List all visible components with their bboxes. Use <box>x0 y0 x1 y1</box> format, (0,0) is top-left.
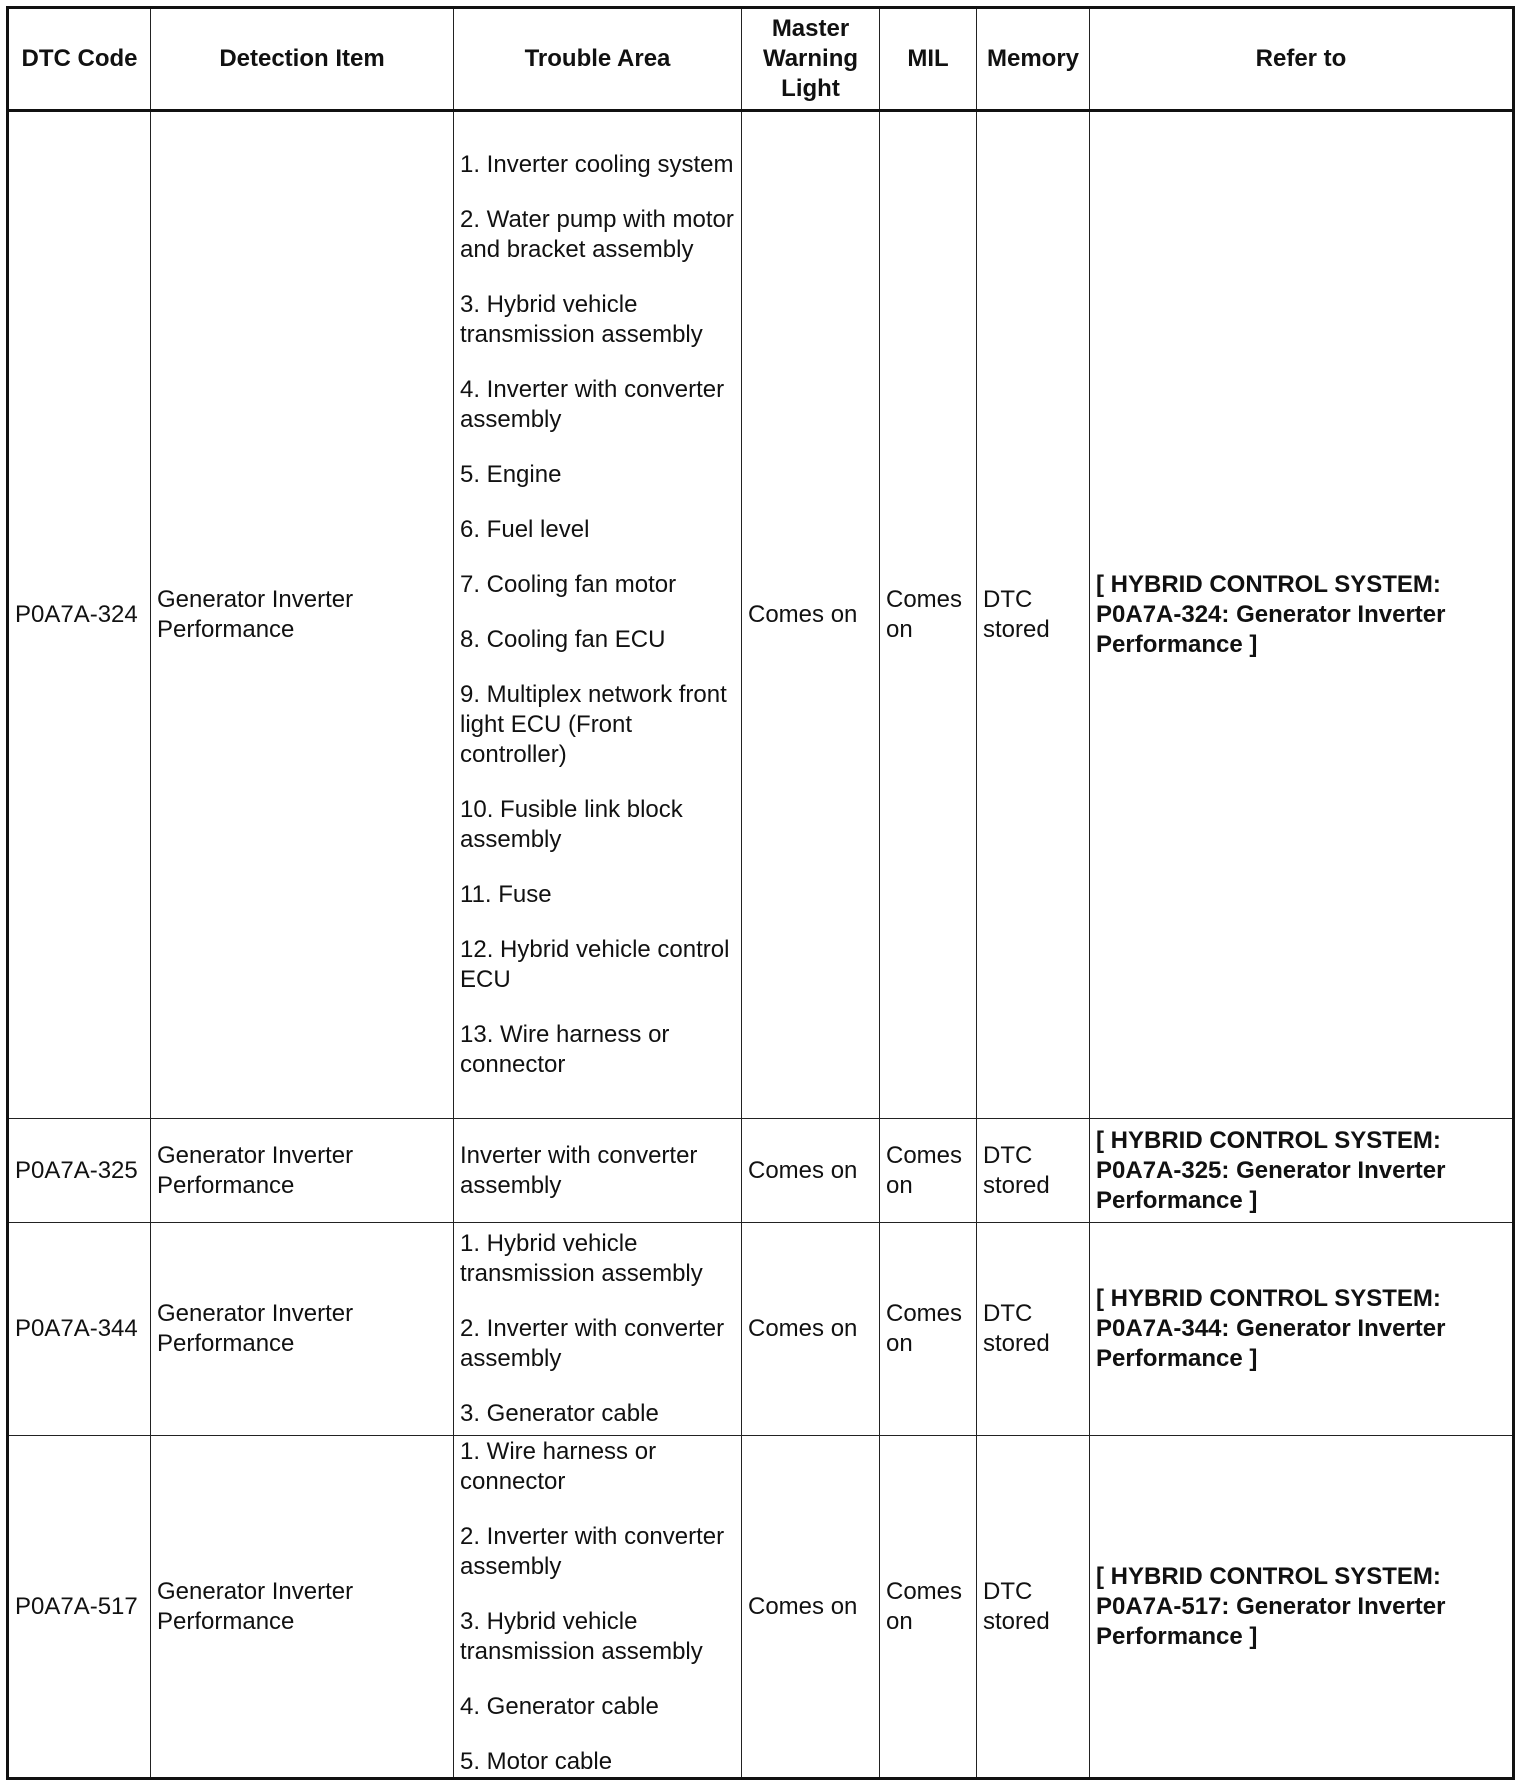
header-detection-item: Detection Item <box>151 8 454 111</box>
trouble-area-item: 8. Cooling fan ECU <box>460 626 666 653</box>
table-row <box>8 111 1514 1119</box>
dtc-code-cell: P0A7A-324 <box>8 111 151 1119</box>
memory-cell: DTC stored <box>977 111 1090 1119</box>
master-warning-light-cell: Comes on <box>742 1436 880 1779</box>
mil-cell: Comes on <box>880 111 977 1119</box>
detection-item-cell: Generator Inverter Performance <box>151 1436 454 1779</box>
mil-cell: Comes on <box>880 1436 977 1779</box>
detection-item-cell: Generator Inverter Performance <box>151 1119 454 1223</box>
detection-item-cell: Generator Inverter Performance <box>151 111 454 1119</box>
trouble-area-item: 3. Hybrid vehicle transmission assembly <box>460 1607 703 1665</box>
trouble-area-item: 3. Generator cable <box>460 1400 659 1427</box>
trouble-area-item: 11. Fuse <box>460 881 552 908</box>
header-master-warning-light: Master Warning Light <box>742 8 880 111</box>
trouble-area-item: 10. Fusible link block assembly <box>460 796 683 853</box>
dtc-code-cell: P0A7A-517 <box>8 1436 151 1779</box>
trouble-area-item: 1. Hybrid vehicle transmission assembly <box>460 1230 703 1287</box>
trouble-area-list <box>460 1141 735 1201</box>
trouble-area-item: 9. Multiplex network front light ECU (Front controller) <box>460 681 727 768</box>
header-dtc-code: DTC Code <box>8 8 151 111</box>
mil-cell: Comes on <box>880 1223 977 1436</box>
memory-cell: DTC stored <box>977 1436 1090 1779</box>
trouble-area-item: 2. Inverter with converter assembly <box>460 1315 725 1372</box>
memory-cell: DTC stored <box>977 1223 1090 1436</box>
refer-to-link[interactable]: [ HYBRID CONTROL SYSTEM: P0A7A-325: Generator Inverter Performance ] <box>1090 1119 1514 1223</box>
table-body <box>8 111 1514 1779</box>
detection-item-cell: Generator Inverter Performance <box>151 1223 454 1436</box>
trouble-area-item: 2. Water pump with motor and bracket assembly <box>460 206 734 263</box>
trouble-area-item: 3. Hybrid vehicle transmission assembly <box>460 291 703 348</box>
trouble-area-cell <box>454 1119 742 1223</box>
table-row <box>8 1223 1514 1436</box>
memory-cell: DTC stored <box>977 1119 1090 1223</box>
header-refer-to: Refer to <box>1090 8 1514 111</box>
trouble-area-item: Inverter with converter assembly <box>460 1141 698 1199</box>
trouble-area-item: 7. Cooling fan motor <box>460 571 677 598</box>
trouble-area-item: 4. Inverter with converter assembly <box>460 376 725 433</box>
header-memory: Memory <box>977 8 1090 111</box>
mil-cell: Comes on <box>880 1119 977 1223</box>
trouble-area-item: 6. Fuel level <box>460 516 590 543</box>
trouble-area-item: 4. Generator cable <box>460 1692 659 1720</box>
table-header <box>8 8 1514 111</box>
trouble-area-item: 2. Inverter with converter assembly <box>460 1522 725 1580</box>
trouble-area-item: 1. Wire harness or connector <box>460 1437 657 1495</box>
trouble-area-list <box>460 1229 735 1429</box>
trouble-area-cell <box>454 1223 742 1436</box>
trouble-area-item: 5. Motor cable <box>460 1747 613 1775</box>
trouble-area-cell <box>454 111 742 1119</box>
master-warning-light-cell: Comes on <box>742 111 880 1119</box>
refer-to-link[interactable]: [ HYBRID CONTROL SYSTEM: P0A7A-344: Generator Inverter Performance ] <box>1090 1223 1514 1436</box>
master-warning-light-cell: Comes on <box>742 1119 880 1223</box>
table-row <box>8 1119 1514 1223</box>
header-mil: MIL <box>880 8 977 111</box>
trouble-area-list <box>460 150 735 1080</box>
header-trouble-area: Trouble Area <box>454 8 742 111</box>
trouble-area-cell <box>454 1436 742 1779</box>
dtc-table <box>6 6 1515 1780</box>
trouble-area-item: 13. Wire harness or connector <box>460 1021 670 1078</box>
trouble-area-item: 12. Hybrid vehicle control ECU <box>460 936 730 993</box>
refer-to-link[interactable]: [ HYBRID CONTROL SYSTEM: P0A7A-517: Generator Inverter Performance ] <box>1090 1436 1514 1779</box>
trouble-area-list <box>460 1437 735 1777</box>
trouble-area-item: 1. Inverter cooling system <box>460 151 734 178</box>
refer-to-link[interactable]: [ HYBRID CONTROL SYSTEM: P0A7A-324: Generator Inverter Performance ] <box>1090 111 1514 1119</box>
header-row <box>8 8 1514 111</box>
trouble-area-item: 5. Engine <box>460 461 562 488</box>
master-warning-light-cell: Comes on <box>742 1223 880 1436</box>
table-row <box>8 1436 1514 1779</box>
dtc-code-cell: P0A7A-344 <box>8 1223 151 1436</box>
dtc-code-cell: P0A7A-325 <box>8 1119 151 1223</box>
